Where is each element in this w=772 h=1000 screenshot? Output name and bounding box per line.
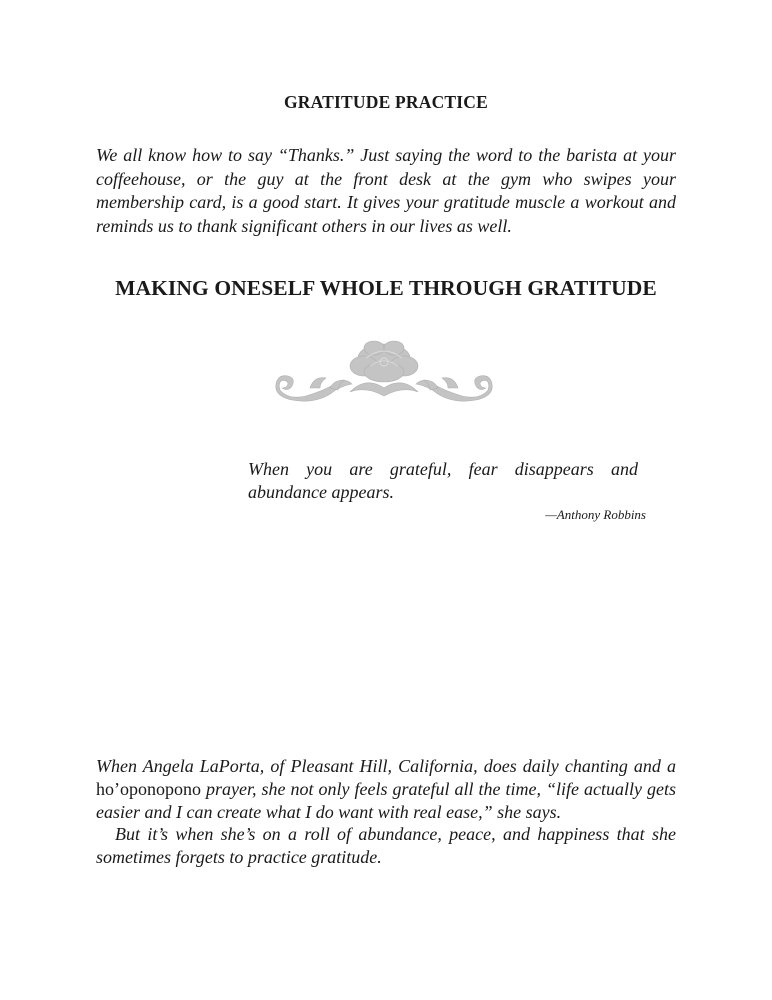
body-paragraph: But it’s when she’s on a roll of abundance, peace, and happiness that she sometimes forgets to practice gratitude. xyxy=(96,824,676,868)
body-text xyxy=(96,755,676,869)
body-paragraph xyxy=(96,755,676,823)
practice-paragraph: We all know how to say “Thanks.” Just saying the word to the barista at your coffeehouse, or the guy at the front desk at the gym who swipes your membership card, is a good start. It gives your gratitude muscle a workout and reminds us to thank significant others in our lives as well. xyxy=(96,145,676,236)
body-paragraph-start: When Angela LaPorta, of Pleasant Hill, California, does daily chanting and a xyxy=(96,756,676,776)
body-paragraph-end: prayer, she not only feels grateful all the time, “life actually gets easier and I can create what I do want with real ease,” she says. xyxy=(96,778,676,822)
epigraph xyxy=(248,458,646,523)
hooponopono-term: ho’oponopono xyxy=(96,778,201,799)
epigraph-quote: When you are grateful, fear disappears and abundance appears. xyxy=(248,459,638,502)
section-heading: GRATITUDE PRACTICE xyxy=(283,92,489,112)
chapter-title: MAKING ONESELF WHOLE THROUGH GRATITUDE xyxy=(115,276,657,300)
floral-ornament-icon xyxy=(266,336,502,412)
epigraph-attribution: —Anthony Robbins xyxy=(545,507,646,522)
